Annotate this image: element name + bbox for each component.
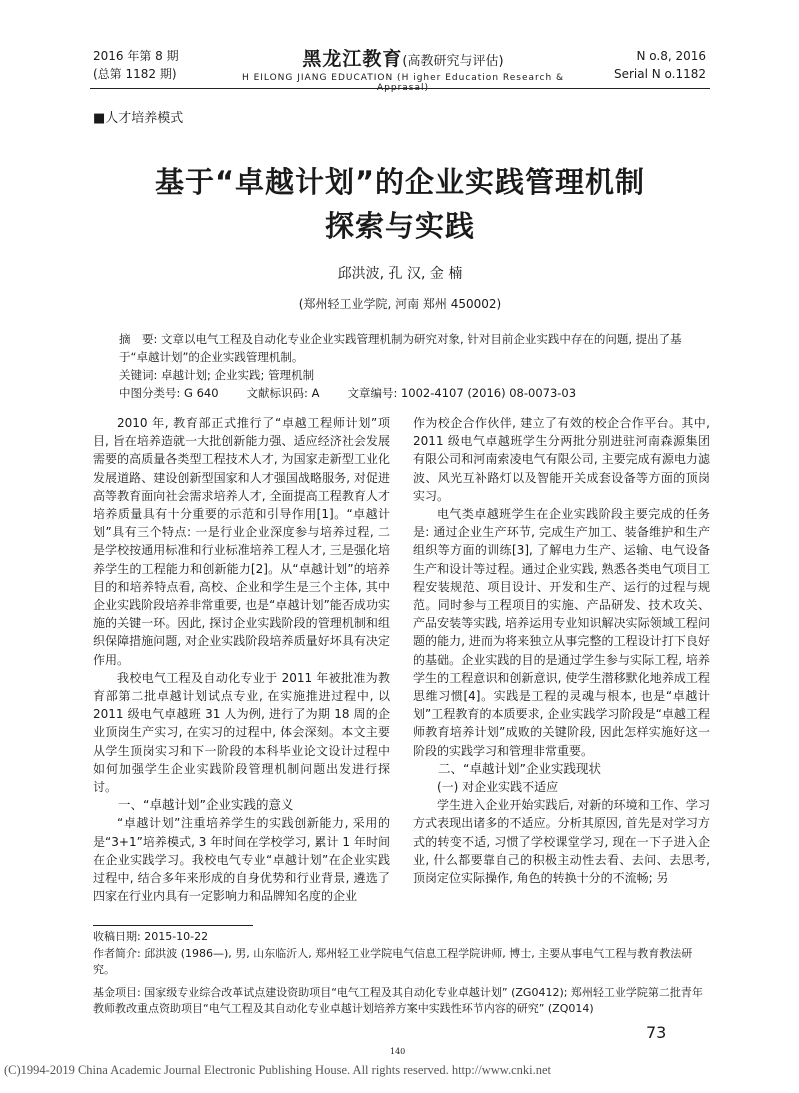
subsection-heading: (一) 对企业实践不适应: [437, 780, 559, 795]
abstract-block: [119, 330, 689, 402]
footnote-rule: [93, 925, 253, 926]
document-code: 文献标识码: A: [246, 386, 320, 400]
header-rule: [90, 88, 710, 89]
article-title: [90, 160, 710, 248]
affiliation: (郑州轻工业学院, 河南 郑州 450002): [298, 297, 502, 311]
journal-title: 黑龙江教育: [302, 48, 403, 70]
article-title-line-1: 基于“卓越计划”的企业实践管理机制: [154, 165, 646, 199]
body-column-left: [93, 414, 390, 905]
authors: 邱洪波, 孔 汉, 金 楠: [337, 266, 463, 282]
sheet-number: 140: [390, 1047, 406, 1056]
section-heading: 二、“卓越计划”企业实践现状: [438, 760, 601, 776]
footnote-received: 收稿日期: 2015-10-22: [93, 930, 209, 943]
paragraph: “卓越计划”注重培养学生的实践创新能力, 采用的是“3+1”培养模式, 3 年时间在学校学习, 累计 1 年时间在企业实践学习。我校电气专业“卓越计划”在企业实践过程中, 结合多年来形成的自身优势和行业背景, 遴选了四家在行业内具有一定影响力和品牌知名度的企业: [93, 816, 390, 904]
journal-name-en: H EILONG JIANG EDUCATION (H igher Education Research & Apprasal): [241, 73, 565, 93]
header-journal-block: [238, 44, 568, 93]
footnote-fund: 基金项目: 国家级专业综合改革试点建设资助项目“电气工程及其自动化专业卓越计划” (ZG0412); 郑州轻工业学院第二批青年教师教改重点资助项目“电气工程及其自动化专业卓越计划培养方案中实践性环节内容的研究” (ZQ014): [93, 985, 703, 1015]
header-total: (总第 1182 期): [93, 67, 177, 81]
header-serial-en: Serial N o.1182: [613, 67, 706, 81]
header-issue-en: N o.8, 2016: [636, 49, 706, 63]
paragraph: 作为校企合作伙伴, 建立了有效的校企合作平台。其中, 2011 级电气卓越班学生分两批分别进驻河南森源集团有限公司和河南索凌电气有限公司, 主要完成有源电力滤波、风光互补路灯以及智能开关成套设备等方面的顶岗实习。: [413, 416, 710, 503]
article-title-line-2: 探索与实践: [324, 209, 475, 243]
header-issue-block: [93, 47, 179, 83]
abstract-text: 摘 要: 文章以电气工程及自动化专业企业实践管理机制为研究对象, 针对目前企业实践中存在的问题, 提出了基于“卓越计划”的企业实践管理机制。: [119, 332, 682, 364]
article-number: 文章编号: 1002-4107 (2016) 08-0073-03: [347, 386, 577, 400]
journal-subtitle: (高教研究与评估): [402, 54, 504, 69]
footnotes: [93, 929, 703, 1018]
column-tag: ■人才培养模式: [93, 111, 184, 126]
page-number: 73: [646, 1023, 667, 1042]
footnote-author: 作者简介: 邱洪波 (1986—), 男, 山东临沂人, 郑州轻工业学院电气信息工程学院讲师, 博士, 主要从事电气工程与教育教法研究。: [93, 946, 693, 976]
clc-number: 中图分类号: G 640: [119, 386, 219, 400]
keywords: 关键词: 卓越计划; 企业实践; 管理机制: [119, 368, 315, 382]
header-issue: 2016 年第 8 期: [93, 49, 179, 63]
body-column-right: [413, 414, 710, 887]
paragraph: 电气类卓越班学生在企业实践阶段主要完成的任务是: 通过企业生产环节, 完成生产加工、装备维护和生产组织等方面的训练[3], 了解电力生产、运输、电气设备生产和设计等过程。通过企业实践, 熟悉各类电气项目工程安装规范、项目设计、开发和生产、运行的过程与规范。同时参与工程项目的实施、产品研发、技术攻关、产品安装等实践, 培养运用专业知识解决实际领域工程问题的能力, 进而为将来独立从事完整的工程设计打下良好的基础。企业实践的目的是通过学生参与实际工程, 培养学生的工程意识和创新意识, 使学生潜移默化地养成工程思维习惯[4]。实践是工程的灵魂与根本, 也是“卓越计划”工程教育的本质要求, 企业实践学习阶段是“卓越工程师教育培养计划”成败的关键阶段, 因此怎样实施好这一阶段的实践学习和管理非常重要。: [413, 507, 710, 758]
paragraph: 我校电气工程及自动化专业于 2011 年被批准为教育部第二批卓越计划试点专业, 在实施推进过程中, 以 2011 级电气卓越班 31 人为例, 进行了为期 18 周的企业顶岗生产实习, 在实习的过程中, 体会深刻。本文主要从学生顶岗实习和下一阶段的本科毕业论文设计过程中如何加强学生企业实践阶段管理机制问题出发进行探讨。: [93, 670, 390, 795]
paragraph: 2010 年, 教育部正式推行了“卓越工程师计划”项目, 旨在培养造就一大批创新能力强、适应经济社会发展需要的高质量各类型工程技术人才, 为国家走新型工业化发展道路、建设创新型国家和人才强国战略服务, 对促进高等教育面向社会需求培养人才, 全面提高工程教育人才培养质量具有十分重要的示范和引导作用[1]。“卓越计划”具有三个特点: 一是行业企业深度参与培养过程, 二是学校按通用标准和行业标准培养工程人才, 三是强化培养学生的工程能力和创新能力[2]。从“卓越计划”的培养目的和培养特点看, 高校、企业和学生是三个主体, 其中企业实践阶段培养非常重要, 也是“卓越计划”能否成功实施的关键一环。因此, 探讨企业实践阶段的管理机制和组织保障措施问题, 对企业实践阶段培养质量好坏具有决定作用。: [93, 416, 390, 667]
section-heading: 一、“卓越计划”企业实践的意义: [118, 797, 294, 813]
header-issue-en-block: [614, 47, 706, 83]
paragraph: 学生进入企业开始实践后, 对新的环境和工作、学习方式表现出诸多的不适应。分析其原因, 首先是对学习方式的转变不适, 习惯了学校课堂学习, 现在一下子进入企业, 什么都要靠自己的积极主动性去看、去问、去思考, 顶岗定位实际操作, 角色的转换十分的不流畅; 另: [413, 798, 710, 886]
journal-name-cn: [238, 44, 568, 71]
classification-row: [119, 384, 689, 402]
copyright-line: (C)1994-2019 China Academic Journal Electronic Publishing House. All rights reserved. http://www.cnki.net: [4, 1063, 552, 1077]
